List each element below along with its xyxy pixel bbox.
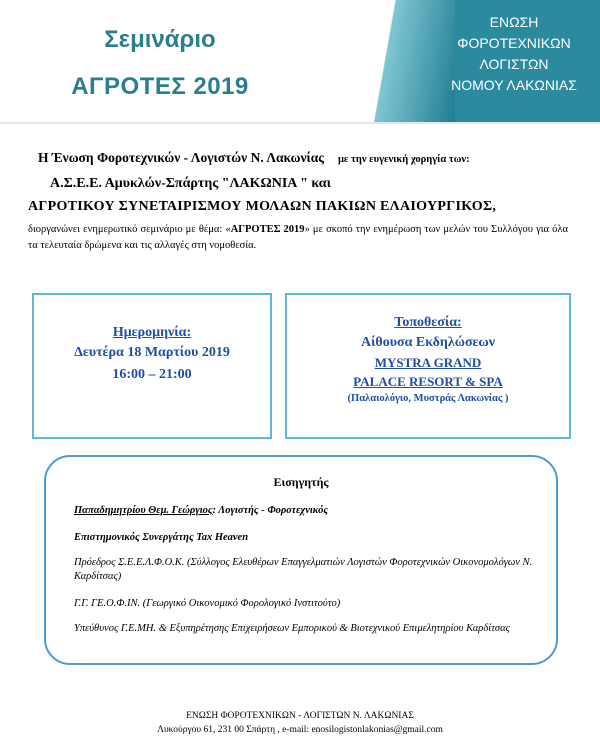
- org-line: ΛΟΓΙΣΤΩΝ: [479, 56, 549, 72]
- speaker-name-line: [74, 504, 544, 518]
- event-date: Δευτέρα 18 Μαρτίου 2019: [74, 345, 230, 360]
- org-line: ΕΝΩΣΗ: [489, 14, 539, 30]
- location-label: Τοποθεσία:: [394, 315, 462, 330]
- event-time: 16:00 – 21:00: [112, 367, 192, 382]
- speakers-box: [44, 455, 558, 665]
- org-line: ΦΟΡΟΤΕΧΝΙΚΩΝ: [457, 35, 571, 51]
- venue-address: (Παλαιολόγιο, Μυστράς Λακωνίας ): [347, 393, 509, 404]
- date-box: [32, 293, 272, 439]
- speaker-position-2: Γ.Γ. ΓΕ.Ο.Φ.ΙΝ. (Γεωργικό Οικονομικό Φορολογικό Ινστιτούτο): [74, 598, 341, 609]
- org-name-block: [428, 12, 600, 96]
- footer-org: ΕΝΩΣΗ ΦΟΡΟΤΕΧΝΙΚΩΝ - ΛΟΓΙΣΤΩΝ Ν. ΛΑΚΩΝΙΑΣ: [186, 711, 414, 721]
- date-label: Ημερομηνία:: [112, 325, 192, 340]
- intro-body: διοργανώνει ενημερωτικό σεμινάριο με θέμα: «ΑΓΡΟΤΕΣ 2019» με σκοπό την ενημέρωση των μελών του Συλλόγου για όλα τα τελευταία δρώμενα και τις αλλαγές στη νομοθεσία.: [28, 224, 569, 251]
- footer: [0, 709, 600, 737]
- topic-bold: ΑΓΡΟΤΕΣ 2019: [230, 224, 305, 235]
- speaker-position-3: Υπεύθυνος Γ.Ε.ΜΗ. & Εξυπηρέτησης Επιχειρήσεων Εμπορικού & Βιοτεχνικού Επιμελητηρίου Καρδίτσας: [74, 623, 510, 634]
- speaker-role: : Λογιστής - Φοροτεχνικός: [212, 505, 329, 516]
- seminar-title: ΑΓΡΟΤΕΣ 2019: [71, 73, 249, 100]
- speaker-name: Παπαδημητρίου Θεμ. Γεώργιος: [74, 505, 213, 516]
- footer-contact: Λυκούργου 61, 231 00 Σπάρτη , e-mail: enosilogistonlakonias@gmail.com: [157, 725, 443, 735]
- intro-organizer: [38, 150, 470, 166]
- sponsor-1: Α.Σ.Ε.Ε. Αμυκλών-Σπάρτης "ΛΑΚΩΝΙΑ " και: [50, 176, 331, 191]
- location-hall: Αίθουσα Εκδηλώσεων: [360, 335, 496, 350]
- org-line: ΝΟΜΟΥ ΛΑΚΩΝΙΑΣ: [451, 77, 577, 93]
- speaker-affiliation: Επιστημονικός Συνεργάτης Tax Heaven: [74, 532, 249, 543]
- venue-name-line2: PALACE RESORT & SPA: [353, 374, 503, 389]
- sponsorship-note: με την ευγενική χορηγία των:: [337, 154, 470, 165]
- venue-name-line1: MYSTRA GRAND: [374, 355, 482, 370]
- organizer-name: Η Ένωση Φοροτεχνικών - Λογιστών Ν. Λακωνίας: [38, 150, 324, 165]
- speakers-title: Εισηγητής: [273, 475, 329, 489]
- location-box: [285, 293, 571, 439]
- speaker-position-1: Πρόεδρος Σ.Ε.Ε.Λ.Φ.Ο.Κ. (Σύλλογος Ελευθέρων Επαγγελματιών Λογιστών Φοροτεχνικών Οικονομολόγων Ν. Καρδίτσας): [74, 557, 533, 582]
- header-divider: [0, 122, 600, 124]
- seminar-label: Σεμινάριο: [104, 26, 216, 53]
- sponsor-2: ΑΓΡΟΤΙΚΟΥ ΣΥΝΕΤΑΙΡΙΣΜΟΥ ΜΟΛΑΩΝ ΠΑΚΙΩΝ ΕΛΑΙΟΥΡΓΙΚΟΣ,: [28, 199, 497, 214]
